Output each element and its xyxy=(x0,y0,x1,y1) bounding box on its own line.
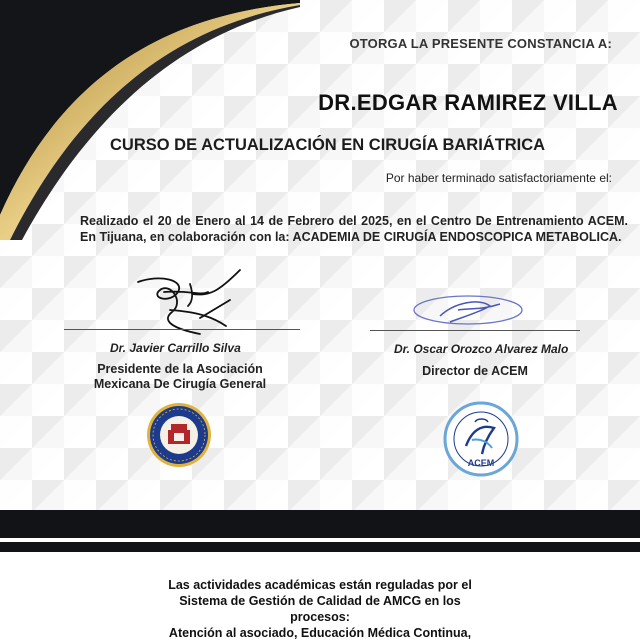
signatory-right-role: Director de ACEM xyxy=(422,364,528,378)
footer-line-2: Sistema de Gestión de Calidad de AMCG en los xyxy=(179,594,461,608)
course-title: CURSO DE ACTUALIZACIÓN EN CIRUGÍA BARIÁTRICA xyxy=(110,136,546,154)
footer-line-4: Atención al asociado, Educación Médica Continua, xyxy=(168,626,472,640)
amcg-seal-icon xyxy=(146,402,212,468)
signatory-right-name: Dr. Oscar Orozco Alvarez Malo xyxy=(394,342,569,356)
signatory-left-role-line2: Mexicana De Cirugía General xyxy=(93,377,267,391)
footer-line-1: Las actividades académicas están reguladas por el xyxy=(168,578,472,592)
recipient-name: DR.EDGAR RAMIREZ VILLA xyxy=(318,90,618,115)
header-line: OTORGA LA PRESENTE CONSTANCIA A: xyxy=(349,36,612,51)
completion-reason: Por haber terminado satisfactoriamente el: xyxy=(385,171,612,185)
acem-logo-icon xyxy=(442,400,520,478)
signature-right xyxy=(410,288,530,332)
signature-line-right xyxy=(370,330,580,331)
signature-line-left xyxy=(64,329,300,330)
footer-line-3: procesos: xyxy=(290,610,350,624)
signatory-left-name: Dr. Javier Carrillo Silva xyxy=(110,341,241,355)
decorative-corner xyxy=(0,0,300,240)
acem-logo-text: ACEM xyxy=(467,458,495,468)
signature-left xyxy=(130,262,250,342)
signatory-left-role-line1: Presidente de la Asociación xyxy=(97,362,263,376)
course-details: Realizado el 20 de Enero al 14 de Febrero del 2025, en el Centro De Entrenamiento ACEM. En Tijuana, en colaboración con la: ACADEMIA DE CIRUGÍA ENDOSCOPICA METABOLICA. xyxy=(80,214,628,244)
signatory-left-role xyxy=(70,362,290,392)
bottom-dark-band xyxy=(0,510,640,538)
footer-text xyxy=(0,577,640,641)
bottom-dark-stripe xyxy=(0,542,640,552)
